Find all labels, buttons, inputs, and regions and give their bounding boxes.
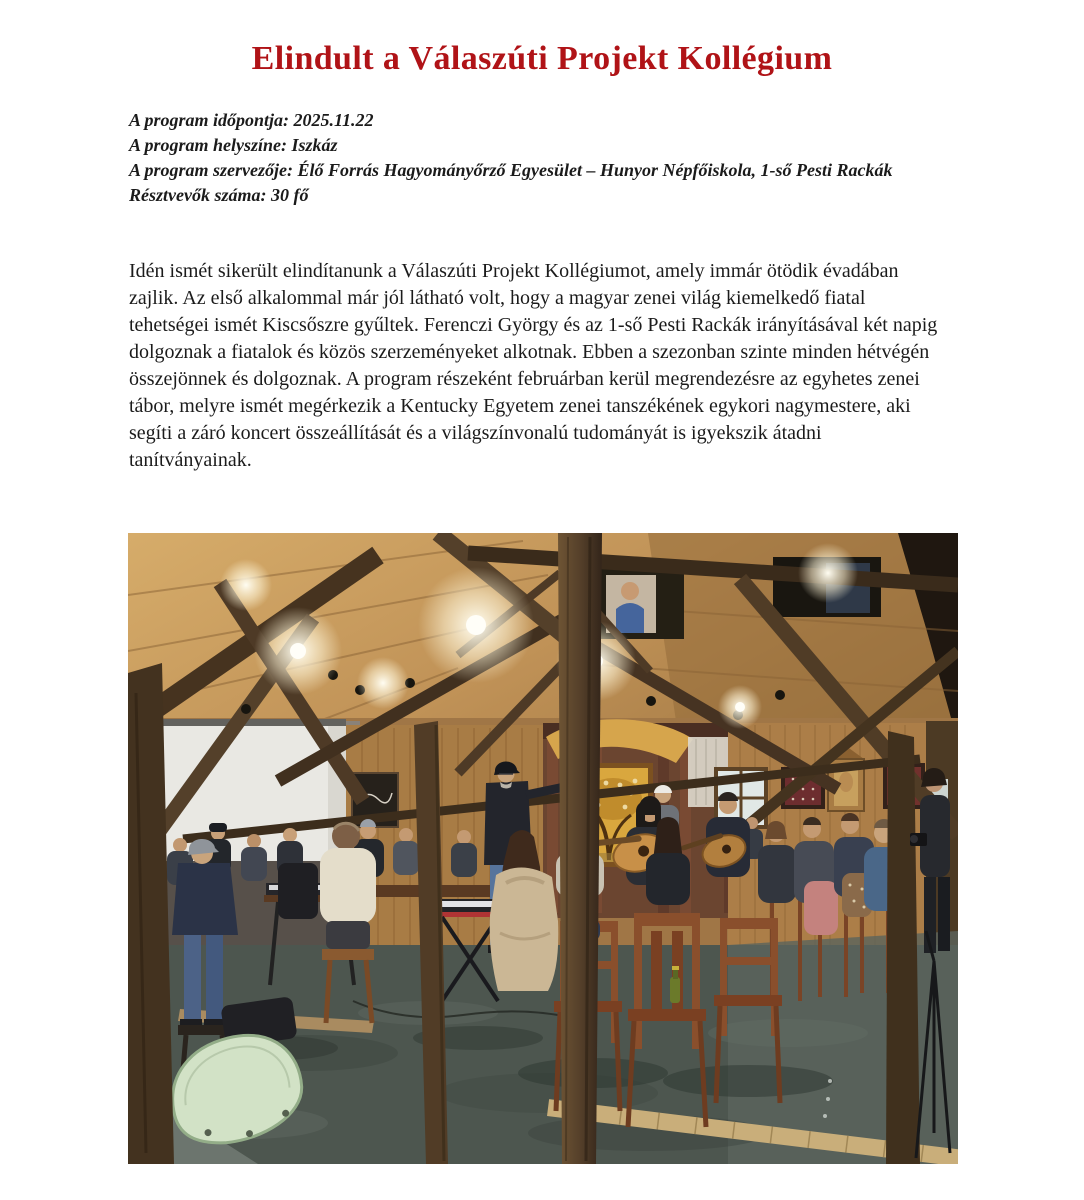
program-participants: Résztvevők száma: 30 fő [129, 185, 309, 205]
article-body: Idén ismét sikerült elindítanunk a Válaszúti Projekt Kollégiumot, amely immár ötödik évadában zajlik. Az első alkalommal már jól látható volt, hogy a magyar zenei világ kiemelkedő fiatal tehetségei ismét Kiscsőszre gyűltek. Ferenczi György és az 1-ső Pesti Rackák irányításával két napig dolgoznak a fiatalok és közös szerzeményeket alkotnak. Ebben a szezonban szinte minden hétvégén összejönnek és dolgoznak. A program részeként februárban kerül megrendezésre az egyhetes zenei tábor, melyre ismét megérkezik a Kentucky Egyetem zenei tanszékének egykori nagymestere, aki segíti a záró koncert összeállítását és a világszínvonalú tudományát is igyekszik átadni tanítványainak. [129, 260, 938, 471]
program-organizer: A program szervezője: Élő Forrás Hagyományőrző Egyesület – Hunyor Népfőiskola, 1-ső Pesti Rackák [129, 160, 893, 180]
program-location: A program helyszíne: Iszkáz [129, 135, 338, 155]
event-photo [128, 533, 958, 1164]
program-details [129, 108, 956, 208]
draped-pink-jacket [804, 881, 838, 935]
event-photo-illustration [128, 533, 958, 1164]
article-title: Elindult a Válaszúti Projekt Kollégium [251, 40, 833, 77]
program-date: A program időpontja: 2025.11.22 [129, 110, 374, 130]
